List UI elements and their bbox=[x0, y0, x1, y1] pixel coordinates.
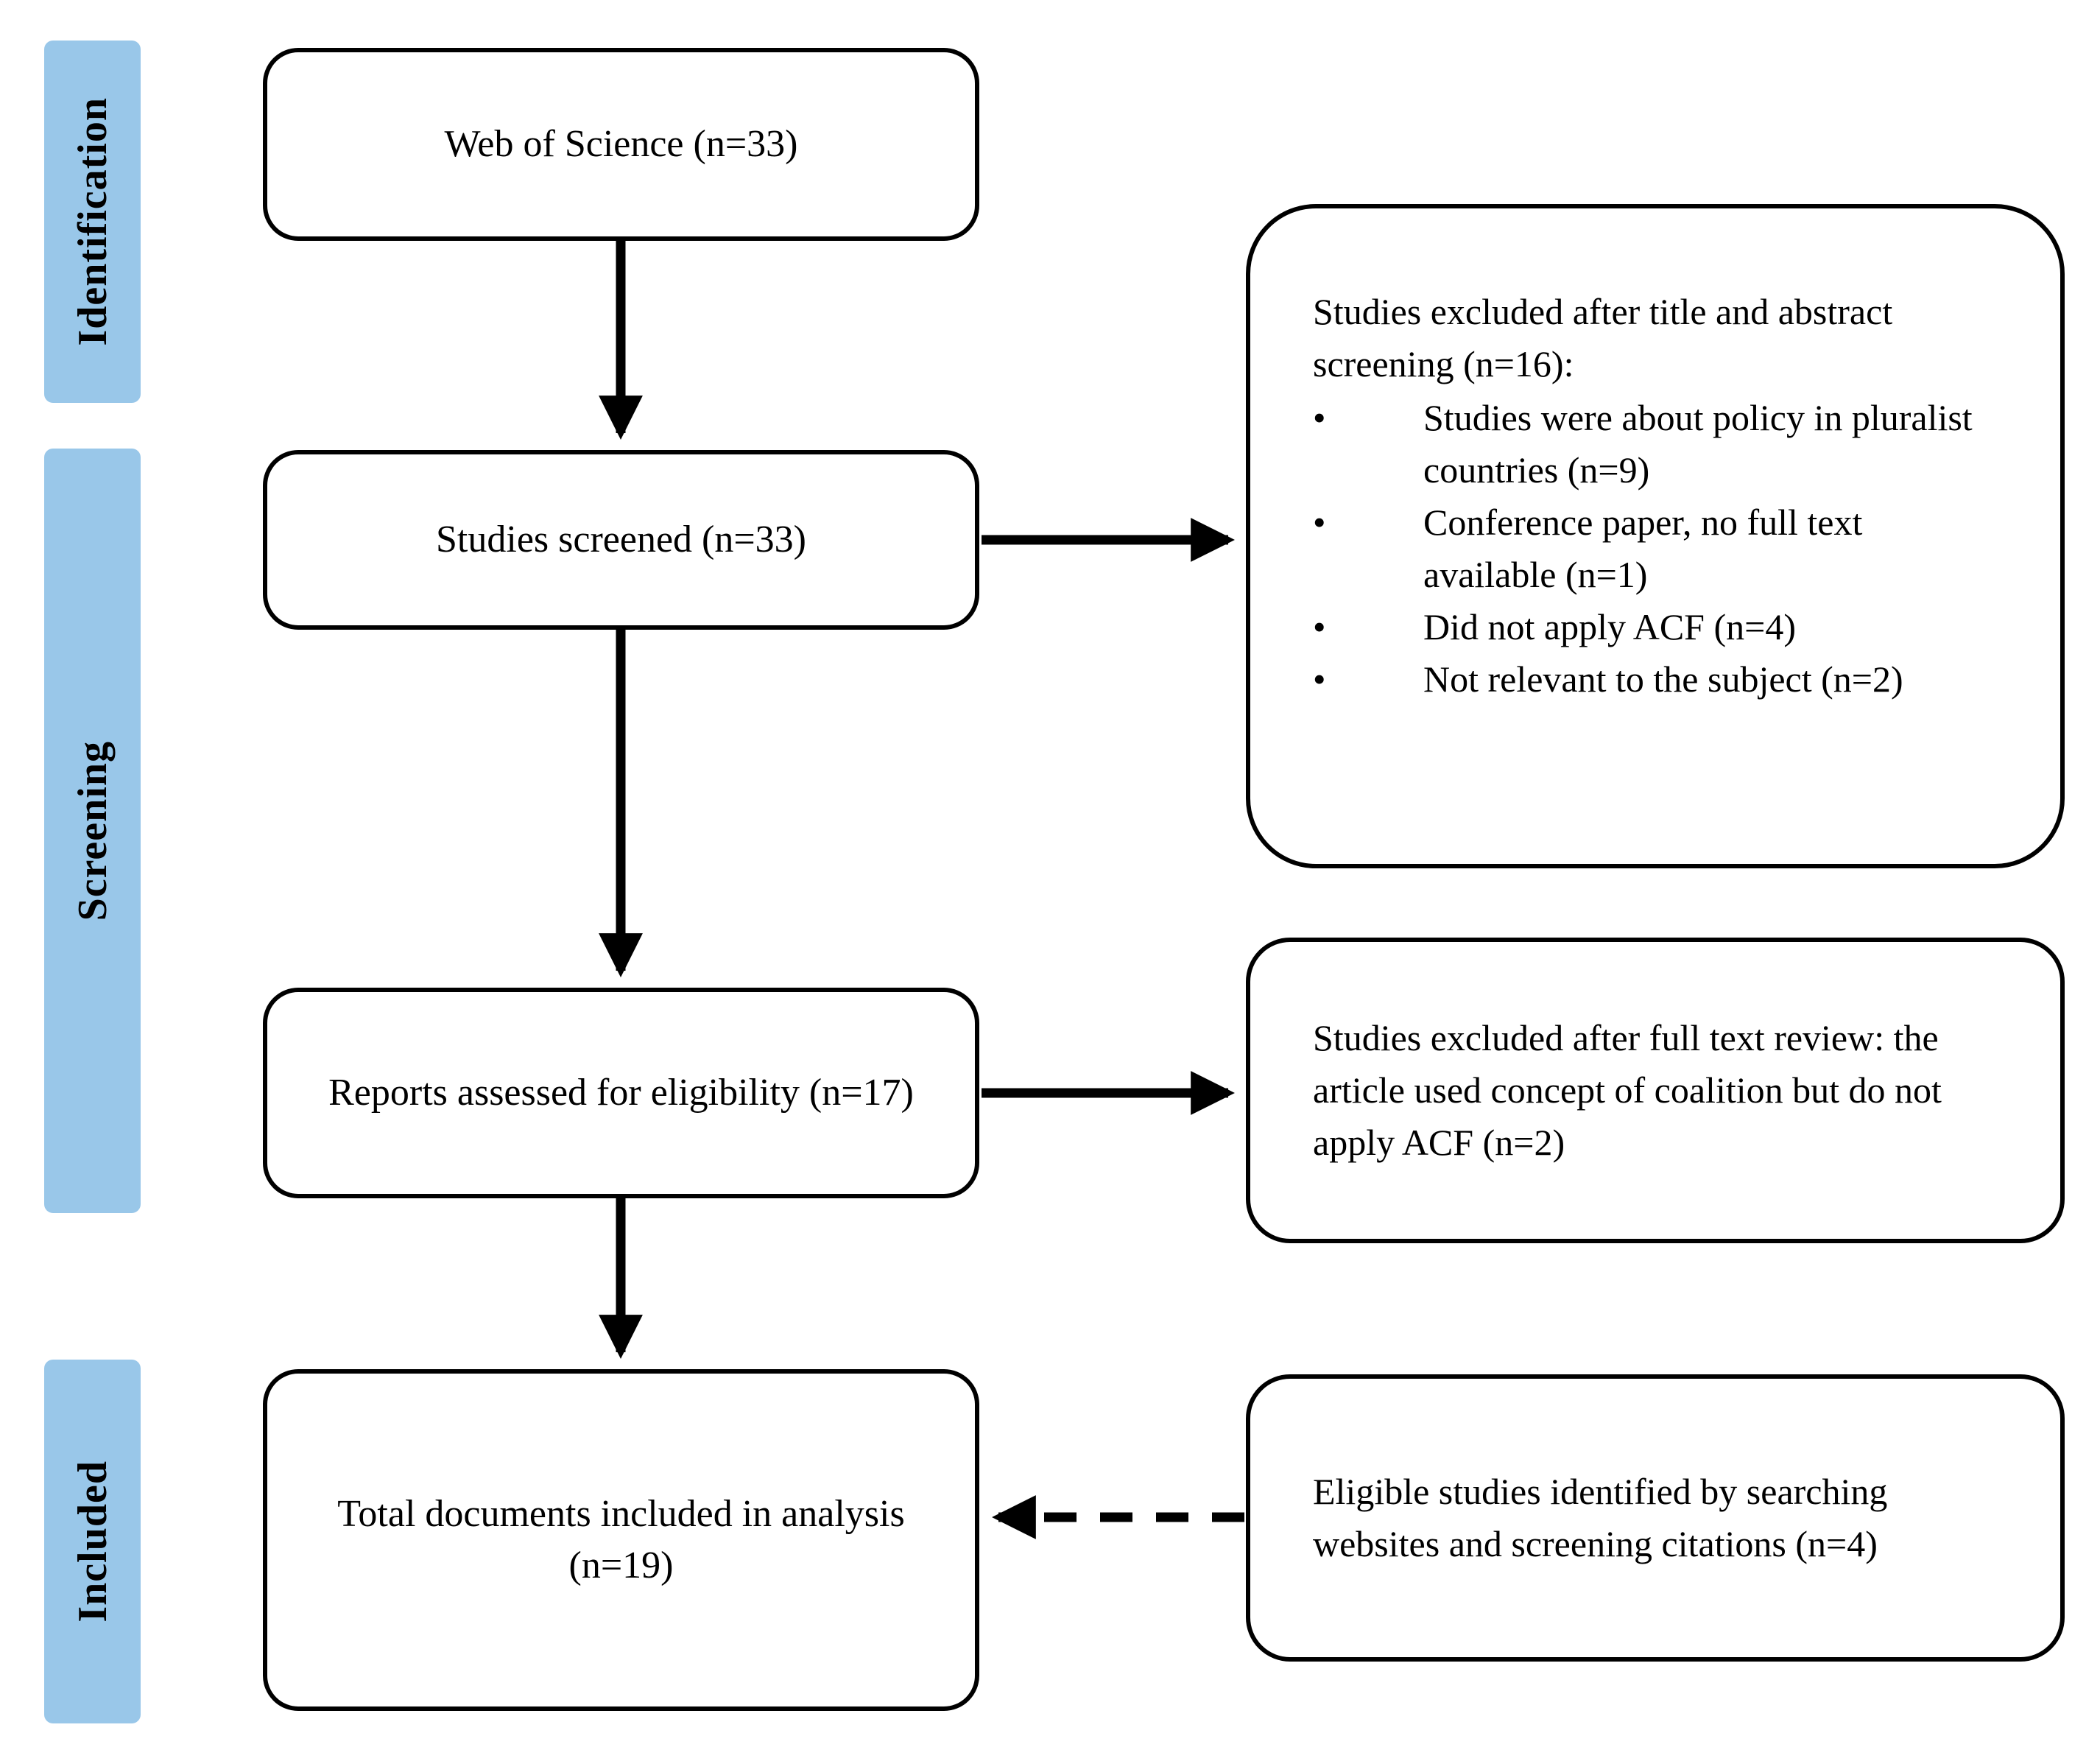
exclusion-reason-item bbox=[1313, 653, 1998, 706]
exclusion-reason-item bbox=[1313, 601, 1998, 653]
flow-box-studies-screened-text: Studies screened (n=33) bbox=[436, 518, 806, 560]
exclusion-reason-item bbox=[1313, 392, 1998, 496]
bullet-icon: • bbox=[1313, 502, 1326, 543]
flow-box-total-included bbox=[263, 1369, 979, 1711]
stage-label-screening bbox=[44, 449, 141, 1213]
side-box-eligible-additional-content: Eligible studies identified by searching websites and screening citations (n=4) bbox=[1313, 1471, 1888, 1564]
stage-label-included bbox=[44, 1360, 141, 1723]
bullet-icon: • bbox=[1313, 606, 1326, 647]
flow-box-web-of-science-text: Web of Science (n=33) bbox=[444, 122, 798, 165]
stage-label-included-text: Included bbox=[69, 1460, 116, 1623]
bullet-icon: • bbox=[1313, 658, 1326, 700]
flow-box-total-included-text: Total documents included in analysis (n=19) bbox=[337, 1492, 905, 1586]
flow-box-web-of-science bbox=[263, 48, 979, 241]
side-box-excluded-title-abstract-heading: Studies excluded after title and abstract screening (n=16): bbox=[1313, 291, 1893, 384]
side-box-excluded-full-text bbox=[1246, 938, 2065, 1243]
exclusion-reason-text: Conference paper, no full text available (n=1) bbox=[1423, 502, 1863, 595]
flow-box-reports-assessed-text: Reports assessed for eligibility (n=17) bbox=[328, 1071, 914, 1114]
exclusion-reason-text: Studies were about policy in pluralist countries (n=9) bbox=[1423, 397, 1973, 491]
stage-label-identification bbox=[44, 41, 141, 403]
side-box-excluded-full-text-content: Studies excluded after full text review: the article used concept of coalition but do not apply ACF (n=2) bbox=[1313, 1017, 1942, 1163]
exclusion-reason-text: Not relevant to the subject (n=2) bbox=[1423, 658, 1903, 700]
exclusion-reasons-list bbox=[1313, 392, 1998, 706]
stage-label-identification-text: Identification bbox=[69, 97, 116, 346]
exclusion-reason-item bbox=[1313, 496, 1998, 601]
flow-box-reports-assessed bbox=[263, 988, 979, 1198]
exclusion-reason-text: Did not apply ACF (n=4) bbox=[1423, 606, 1796, 647]
side-box-eligible-additional bbox=[1246, 1374, 2065, 1662]
stage-label-screening-text: Screening bbox=[69, 740, 116, 921]
side-box-excluded-title-abstract bbox=[1246, 204, 2065, 868]
flow-box-studies-screened bbox=[263, 450, 979, 630]
bullet-icon: • bbox=[1313, 397, 1326, 438]
